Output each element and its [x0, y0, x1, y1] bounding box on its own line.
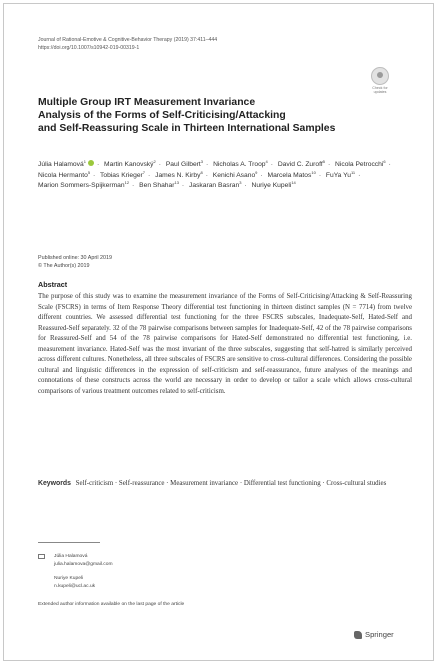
affiliation-marker: 8 — [200, 169, 203, 175]
contact-email[interactable]: julia.halamova@gmail.com — [54, 561, 113, 567]
author-separator: · — [96, 161, 100, 168]
author-separator: · — [181, 182, 185, 190]
author-separator: · — [206, 161, 209, 168]
author-name[interactable] — [252, 182, 296, 189]
author-separator: · — [327, 161, 331, 168]
author-name-text: James N. Kirby — [155, 171, 201, 179]
author-name[interactable] — [166, 161, 203, 168]
footnote-divider — [38, 542, 100, 543]
author-separator: · — [388, 161, 391, 168]
author-name-text: Kenichi Asano — [212, 171, 256, 179]
author-separator: · — [93, 171, 96, 179]
orcid-icon[interactable] — [88, 160, 94, 166]
affiliation-marker: 14 — [291, 180, 296, 186]
author-name-text: Nicola Petrocchi — [335, 161, 384, 168]
affiliation-marker: 3 — [239, 180, 242, 186]
crossmark-badge[interactable] — [368, 67, 392, 97]
author-separator: · — [260, 171, 263, 179]
envelope-icon — [38, 554, 45, 559]
author-name[interactable] — [213, 161, 268, 168]
author-name[interactable] — [38, 161, 94, 168]
author-separator: · — [148, 171, 151, 179]
affiliation-marker: 11 — [350, 169, 356, 175]
author-separator: · — [358, 171, 361, 179]
affiliation-marker: 5 — [87, 169, 91, 175]
article-page — [3, 3, 434, 661]
author-name-text: Paul Gilbert — [165, 161, 201, 168]
crossmark-label: Check for updates — [372, 86, 388, 94]
affiliation-marker: 9 — [255, 169, 258, 175]
author-name-text: Tobias Krieger — [100, 171, 143, 179]
affiliation-marker: 7 — [142, 169, 146, 175]
journal-header — [38, 36, 368, 52]
doi-link[interactable]: https://doi.org/10.1007/s10942-019-00319-1 — [38, 45, 140, 51]
author-name[interactable] — [139, 182, 179, 189]
publisher-logo — [354, 629, 414, 641]
author-separator: · — [244, 182, 247, 190]
affiliation-marker: 5 — [322, 159, 325, 164]
author-name-text: Nicholas A. Troop — [213, 161, 266, 168]
author-name-text: David C. Zuroff — [277, 161, 323, 168]
contact-name: Júlia Halamová — [54, 554, 88, 559]
published-online-date: Published online: 30 April 2019 — [38, 255, 113, 261]
author-name-text: FuYa Yu — [325, 171, 351, 179]
abstract-heading: Abstract — [38, 280, 68, 289]
author-separator: · — [158, 161, 161, 168]
affiliation-marker: 3 — [200, 159, 203, 164]
affiliation-marker: 10 — [311, 169, 316, 175]
affiliation-marker: 6 — [383, 159, 386, 164]
author-separator: · — [132, 182, 135, 190]
author-name-text: Ben Shahar — [139, 182, 175, 190]
author-name-text: Marcela Matos — [267, 171, 312, 179]
author-separator: · — [205, 171, 208, 179]
affiliation-marker: 12 — [124, 180, 130, 186]
author-name[interactable] — [100, 169, 146, 179]
keywords-text: Self-criticism · Self-reassurance · Measurement invariance · Differential test functioning · Cross-cultural studies — [75, 480, 387, 487]
author-name[interactable] — [38, 182, 129, 189]
affiliation-marker: 2 — [153, 159, 156, 164]
keywords-label: Keywords — [38, 480, 71, 487]
author-name-text: Marion Sommers-Spijkerman — [38, 182, 125, 190]
contact-entry — [38, 575, 238, 590]
author-name[interactable] — [38, 169, 91, 179]
affiliation-marker: 1 — [83, 159, 86, 164]
author-separator: · — [318, 171, 322, 179]
article-title: Multiple Group IRT Measurement Invariance Analysis of the Forms of Self-Criticising/Attacking and Self-Reassuring Scale in Thirteen International Samples — [38, 97, 336, 134]
author-name[interactable] — [325, 169, 356, 179]
author-name-text: Júlia Halamová — [38, 161, 84, 168]
author-name[interactable] — [104, 161, 156, 168]
affiliation-marker: 4 — [265, 159, 268, 164]
journal-citation: Journal of Rational-Emotive & Cognitive-Behavior Therapy (2019) 37:411–444 — [38, 37, 218, 43]
author-name[interactable] — [267, 169, 316, 179]
author-separator: · — [270, 161, 273, 168]
author-name[interactable] — [212, 169, 258, 179]
extended-author-info: Extended author information available on the last page of the article — [38, 602, 185, 607]
abstract-text: The purpose of this study was to examine the measurement invariance of the Forms of Self-Criticising/Attacking & Self-Reassuring Scale (FSCRS) in terms of Item Response Theory differential test functioning in thirteen distinct samples (N = 7714) from twelve different countries. We assessed differential test functioning for the three FSCRS subscales, Inadequate-Self, Hated-Self and Reassured-Self separately. 32 of the 78 pairwise comparisons between samples for Inadequate-Self, 42 of the 78 pairwise comparisons for Reassured-Self and 54 of the 78 pairwise comparisons for Hated-Self demonstrated no differential test functioning, i.e. measurement invariance. Hated-Self was the most invariant of the three subscales, suggesting that self-hatred is similarly perceived across different cultures. Nonetheless, all three subscales of FSCRS are sensitive to cross-cultural differences. Considering the possible cultural and linguistic differences in the expression of self-criticism and self-reassurance, future analyses of the meanings and connotations of these constructs across the world are necessary in order to develop or tailor a scale which allows cross-cultural comparisons of various treatment outcomes related to self-criticism. — [38, 293, 412, 395]
contact-email[interactable]: n.kupeli@ucl.ac.uk — [54, 583, 96, 589]
publication-info — [38, 254, 338, 270]
author-name-text: Martin Kanovský — [104, 161, 154, 168]
author-list — [38, 160, 408, 192]
publisher-name: Springer — [365, 630, 394, 639]
crossmark-icon — [371, 67, 389, 85]
affiliation-marker: 13 — [174, 180, 179, 186]
author-name-text: Jaskaran Basran — [189, 182, 240, 190]
copyright-notice: © The Author(s) 2019 — [38, 263, 90, 269]
author-name[interactable] — [335, 161, 386, 168]
author-name[interactable] — [278, 161, 325, 168]
contact-entry — [38, 553, 238, 568]
author-name[interactable] — [189, 182, 241, 189]
author-name-text: Nicola Hermanto — [38, 171, 88, 179]
springer-horse-icon — [354, 631, 362, 639]
contact-name: Nuriye Kupeli — [54, 576, 84, 581]
author-name-text: Nuriye Kupeli — [251, 182, 292, 190]
author-name[interactable] — [155, 169, 203, 179]
keywords-section — [38, 479, 412, 490]
